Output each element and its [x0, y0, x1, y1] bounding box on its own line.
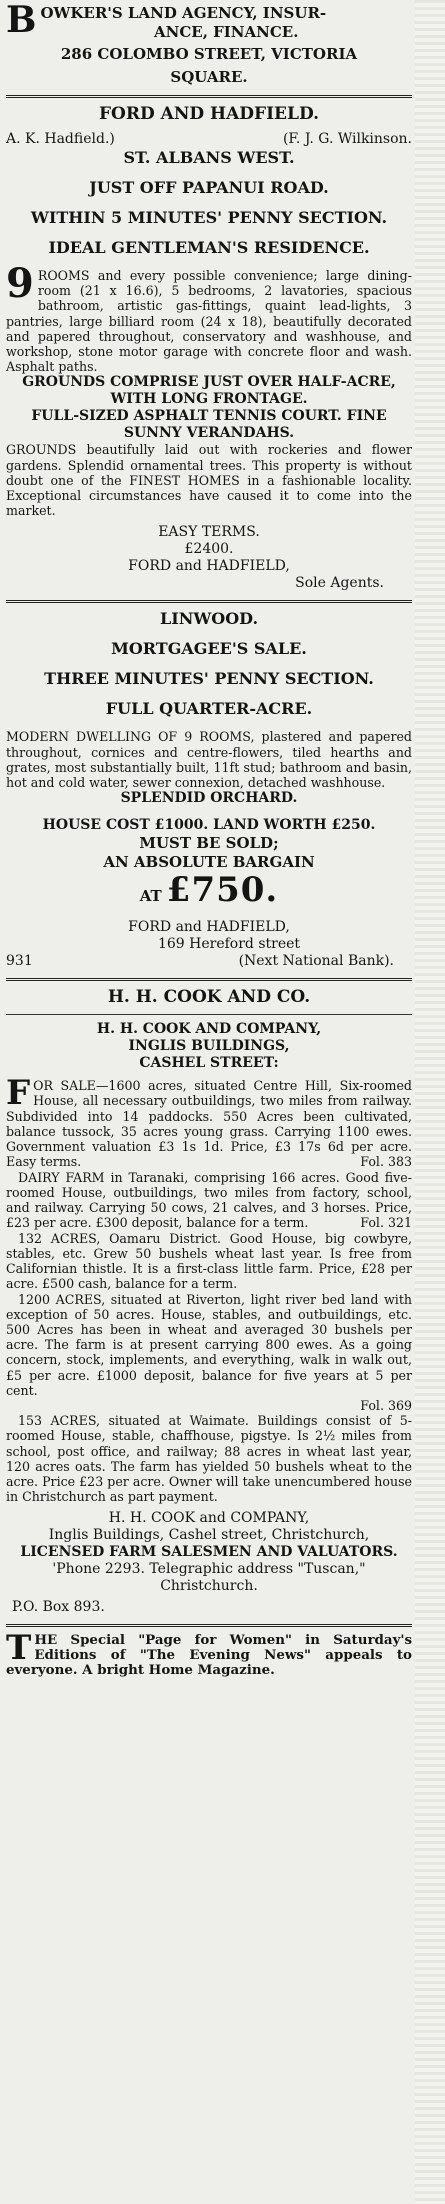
cook-licensed: LICENSED FARM SALESMEN AND VALUATORS.: [20, 1544, 398, 1561]
lot-taranaki: DAIRY FARM in Taranaki, comprising 166 acres. Good five-roomed House, outbuildings, two miles from factory, school, and railway. Carrying 50 cows, 21 calves, and 3 horses. Price, £23 per acre. £300 deposit, balance for a term.: [6, 1169, 412, 1231]
ford-ad-1: [6, 104, 412, 592]
dropcap-9: 9: [6, 260, 34, 307]
cook-sig-address: Inglis Buildings, Cashel street, Christchurch,: [48, 1527, 370, 1544]
heading-mortgagee: MORTGAGEE'S SALE.: [111, 639, 307, 659]
price-at: AT: [139, 887, 162, 906]
cook-phone: 'Phone 2293. Telegraphic address "Tuscan," Christchurch.: [52, 1561, 366, 1595]
ford-names: [6, 131, 412, 148]
tennis-heading: FULL-SIZED ASPHALT TENNIS COURT. FINE SUNNY VERANDAHS.: [31, 408, 387, 442]
ford-price: £2400.: [184, 541, 234, 558]
bowker-line4: SQUARE.: [170, 68, 248, 86]
lot-waimate: 153 ACRES, situated at Waimate. Buildings consist of 5-roomed House, stable, chaffhouse, pigstye. Is 2½ miles from school, post office, and railway; 88 acres in wheat last year, 120 acres oats. The farm has yielded 50 bushels wheat to the acre. Price £23 per acre. Owner will take unencumbered house in Christchurch as part payment.: [6, 1413, 412, 1505]
dropcap-t: T: [6, 1628, 32, 1669]
women-text: HE Special "Page for Women" in Saturday's Editions of "The Evening News" appeals to everyone. A bright Home Magazine.: [6, 1632, 412, 1679]
divider: [6, 600, 412, 603]
bowker-line2: ANCE, FINANCE.: [153, 23, 299, 41]
name-hadfield: A. K. Hadfield.): [6, 131, 115, 147]
lot-oamaru: 132 ACRES, Oamaru District. Good House, big cowbyre, stables, etc. Grew 50 bushels wheat last year. Is free from Californian thistle. It is a first-class little farm. Price, £28 per acre. £500 cash, balance for a term.: [6, 1230, 412, 1292]
absolute-bargain: AN ABSOLUTE BARGAIN: [103, 853, 315, 872]
divider: [6, 1624, 412, 1627]
bargain-price: £750.: [166, 870, 279, 911]
folio-369: Fol. 369: [360, 1397, 412, 1413]
ford2-bank-line: [6, 953, 412, 970]
bowker-ad: [6, 0, 412, 87]
orchard-heading: SPLENDID ORCHARD.: [120, 790, 298, 807]
must-be-sold: MUST BE SOLD;: [139, 834, 279, 853]
heading-ideal-residence: IDEAL GENTLEMAN'S RESIDENCE.: [48, 238, 370, 257]
ford-para1: ROOMS and every possible convenience; large dining-room (21 x 16.6), 5 bedrooms, 2 lavatories, spacious bathroom, artistic gas-fittings, quaint lead-lights, 3 pantries, large billiard room (24 x 18), beautifully decorated and papered throughout, conservatory and washhouse, and workshop, stone motor garage with concrete floor and wash. Asphalt paths.: [6, 268, 412, 375]
lot-centre-hill: OR SALE—1600 acres, situated Centre Hill, Six-roomed House, all necessary outbuildings, two miles from railway. Subdivided into 14 paddocks. 550 Acres been cultivated, balance tussock, 35 acres young grass. Carrying 1100 ewes. Government valuation £3 1s 1d. Price, £3 17s 6d per acre. Easy terms.: [6, 1078, 412, 1170]
ford-header: FORD AND HADFIELD.: [98, 104, 320, 124]
grounds-heading: GROUNDS COMPRISE JUST OVER HALF-ACRE, WITH LONG FRONTAGE.: [22, 374, 396, 408]
cook-street: CASHEL STREET:: [139, 1055, 279, 1072]
sole-agents: Sole Agents.: [295, 575, 384, 592]
classified-column: [6, 0, 412, 1678]
divider-thin: [6, 1014, 412, 1015]
name-wilkinson: (F. J. G. Wilkinson.: [282, 131, 412, 147]
easy-terms: EASY TERMS.: [158, 524, 260, 541]
heading-linwood: LINWOOD.: [159, 609, 259, 629]
women-page-ad: [6, 1628, 412, 1679]
cook-building: INGLIS BUILDINGS,: [128, 1038, 290, 1055]
divider: [6, 978, 412, 981]
cook-po-box: P.O. Box 893.: [12, 1599, 105, 1616]
cook-sig-name: H. H. COOK and COMPANY,: [108, 1510, 310, 1527]
ref-number: 931: [6, 953, 33, 970]
heading-st-albans: ST. ALBANS WEST.: [123, 148, 295, 167]
lot-riverton: 1200 ACRES, situated at Riverton, light river bed land with exception of 50 acres. House, stables, and outbuildings, etc. 500 Acres has been in wheat and averaged 30 bushels per acre. The farm is at present carrying 800 ewes. As a going concern, stock, implements, and everything, walk in walk out, £5 per acre. £1000 deposit, balance for five years at 5 per cent.: [6, 1291, 412, 1398]
heading-papanui: JUST OFF PAPANUI ROAD.: [89, 178, 329, 197]
house-cost: HOUSE COST £1000. LAND WORTH £250.: [42, 817, 376, 834]
ford-ad-2: [6, 609, 412, 970]
linwood-para: MODERN DWELLING OF 9 ROOMS, plastered and papered throughout, cornices and centre-flowers, tiled hearths and grates, most substantially built, 11ft stud; bathroom and basin, hot and cold water, sewer connexion, detached washhouse.: [6, 729, 412, 791]
dropcap-b: B: [6, 0, 37, 41]
dropcap-f: F: [6, 1073, 31, 1114]
ford-para2: GROUNDS beautifully laid out with rockeries and flower gardens. Splendid ornamental trees. This property is without doubt one of the FINEST HOMES in a fashionable locality. Exceptional circumstances have caused it to come into the market.: [6, 442, 412, 519]
divider: [6, 95, 412, 98]
margin-edge: [415, 0, 445, 2204]
bowker-line1: OWKER'S LAND AGENCY, INSUR-: [40, 4, 327, 22]
heading-penny-section: WITHIN 5 MINUTES' PENNY SECTION.: [30, 208, 388, 227]
bargain-price-line: [6, 872, 412, 915]
folio-321: Fol. 321: [360, 1215, 412, 1231]
heading-three-minutes: THREE MINUTES' PENNY SECTION.: [44, 669, 374, 689]
cook-ad: [6, 987, 412, 1616]
ford-signature: FORD and HADFIELD,: [128, 558, 290, 575]
bowker-line3: 286 COLOMBO STREET, VICTORIA: [60, 45, 358, 63]
next-bank: (Next National Bank).: [238, 953, 394, 970]
cook-header: H. H. COOK AND CO.: [107, 987, 311, 1008]
ford2-signature: FORD and HADFIELD,: [128, 919, 290, 936]
ford2-address: 169 Hereford street: [157, 936, 301, 953]
heading-quarter-acre: FULL QUARTER-ACRE.: [105, 699, 313, 719]
folio-383: Fol. 383: [360, 1154, 412, 1170]
cook-company: H. H. COOK AND COMPANY,: [96, 1021, 322, 1038]
